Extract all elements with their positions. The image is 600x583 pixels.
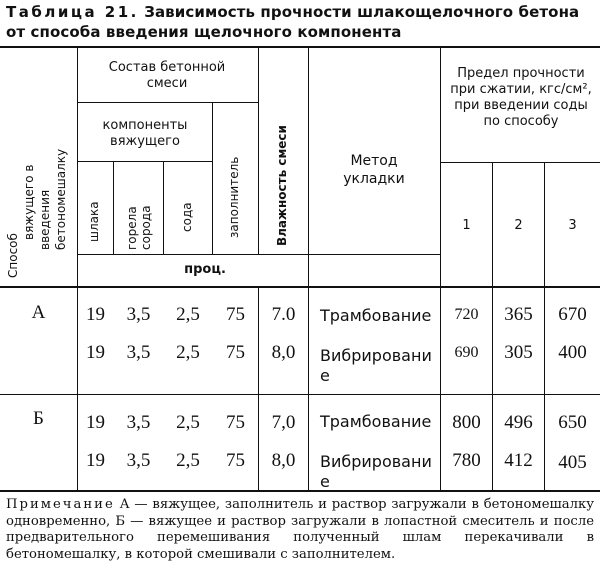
cell-filler: 75	[226, 412, 245, 433]
cell-laying: Трамбование	[320, 306, 432, 325]
rule-top	[0, 46, 600, 48]
cell-x: 3,5	[126, 342, 151, 363]
cell-x: 3,5	[126, 450, 151, 471]
table-note	[6, 497, 594, 563]
cell-s2: 412	[504, 450, 533, 471]
cell-laying: Вибрирование	[320, 452, 432, 491]
strength-col-3: 3	[568, 218, 577, 233]
cell-x: 3,5	[126, 304, 151, 325]
filler-col-header: заполнитель	[227, 156, 241, 238]
binder-col-slag: шлака	[87, 201, 101, 242]
cell-filler: 75	[226, 304, 245, 325]
cell-method: А	[31, 302, 46, 323]
table-caption	[6, 2, 596, 42]
rule-v6	[308, 48, 309, 490]
cell-method: Б	[33, 408, 44, 429]
cell-filler: 75	[226, 342, 245, 363]
strength-col-1: 1	[462, 218, 471, 233]
laying-col-header: Метод укладки	[343, 153, 405, 187]
cell-s1: 690	[454, 344, 479, 361]
cell-mobility: 8,0	[271, 342, 296, 363]
rule-v9	[544, 162, 545, 490]
method-col-header-line3: введения	[38, 189, 52, 250]
cell-soda: 2,5	[176, 450, 200, 471]
binder-col-soda: сода	[180, 202, 194, 232]
cell-soda: 2,5	[176, 412, 200, 433]
units-label: проц.	[184, 262, 226, 277]
cell-slag: 19	[86, 412, 105, 433]
rule-mix-group	[78, 102, 258, 103]
cell-s2: 365	[504, 304, 533, 325]
cell-x: 3,5	[126, 412, 151, 433]
strength-col-2: 2	[514, 218, 523, 233]
cell-slag: 19	[86, 450, 105, 471]
rule-v5	[258, 48, 259, 254]
rule-v2	[113, 162, 114, 254]
rule-header-bottom	[0, 286, 600, 288]
method-col-header-line2: вяжущего в	[22, 164, 36, 240]
cell-soda: 2,5	[176, 304, 200, 325]
cell-mobility: 7.0	[271, 304, 296, 325]
cell-s3: 650	[558, 412, 587, 433]
rule-v3	[163, 162, 164, 254]
cell-mobility: 7,0	[271, 412, 296, 433]
cell-s1: 800	[452, 412, 481, 433]
cell-soda: 2,5	[176, 342, 200, 363]
rule-v8	[492, 162, 493, 490]
cell-s3: 400	[558, 342, 587, 363]
method-col-header-line4: бетономешалку	[54, 148, 68, 250]
note-text: А — вяжущее, заполнитель и раствор загружали в бетономешалку одновременно, Б — вяжущее и раствор загружали в лопастной смеситель и после предварительного перемешивания полученный шлам перекачивали в бетономешалку, в которой смешивали с заполнителем.	[6, 497, 594, 562]
cell-s2: 305	[504, 342, 533, 363]
cell-s1: 780	[452, 450, 481, 471]
mobility-col-header: Влажность смеси	[275, 125, 289, 246]
rule-units	[78, 254, 440, 255]
rule-group-separator	[0, 394, 600, 395]
rule-v4	[212, 103, 213, 254]
rule-strength-group	[440, 162, 600, 163]
cell-filler: 75	[226, 450, 245, 471]
cell-mobility: 8,0	[271, 450, 296, 471]
binder-col-x: горела сорода	[125, 205, 153, 250]
cell-s1: 720	[454, 306, 479, 323]
strength-group-header: Предел прочности при сжатии, кгс/см², при введении соды по способу	[450, 66, 592, 129]
cell-s2: 496	[504, 412, 533, 433]
method-col-header-line1: Способ	[6, 233, 20, 278]
cell-laying: Вибрирование	[320, 346, 432, 385]
table-number: Таблица 21.	[6, 3, 139, 21]
rule-bottom	[0, 490, 600, 492]
binder-group-header: компоненты вяжущего	[102, 118, 188, 149]
note-label: Примечание	[6, 497, 115, 512]
mix-group-header: Состав бетонной смеси	[108, 60, 226, 91]
cell-slag: 19	[86, 342, 105, 363]
cell-s3: 405	[558, 452, 587, 473]
rule-binder-group	[78, 161, 212, 162]
cell-s3: 670	[558, 304, 587, 325]
cell-laying: Трамбование	[320, 412, 432, 431]
cell-slag: 19	[86, 304, 105, 325]
table-title: Зависимость прочности шлакощелочного бетона от способа введения щелочного компонента	[6, 3, 580, 41]
